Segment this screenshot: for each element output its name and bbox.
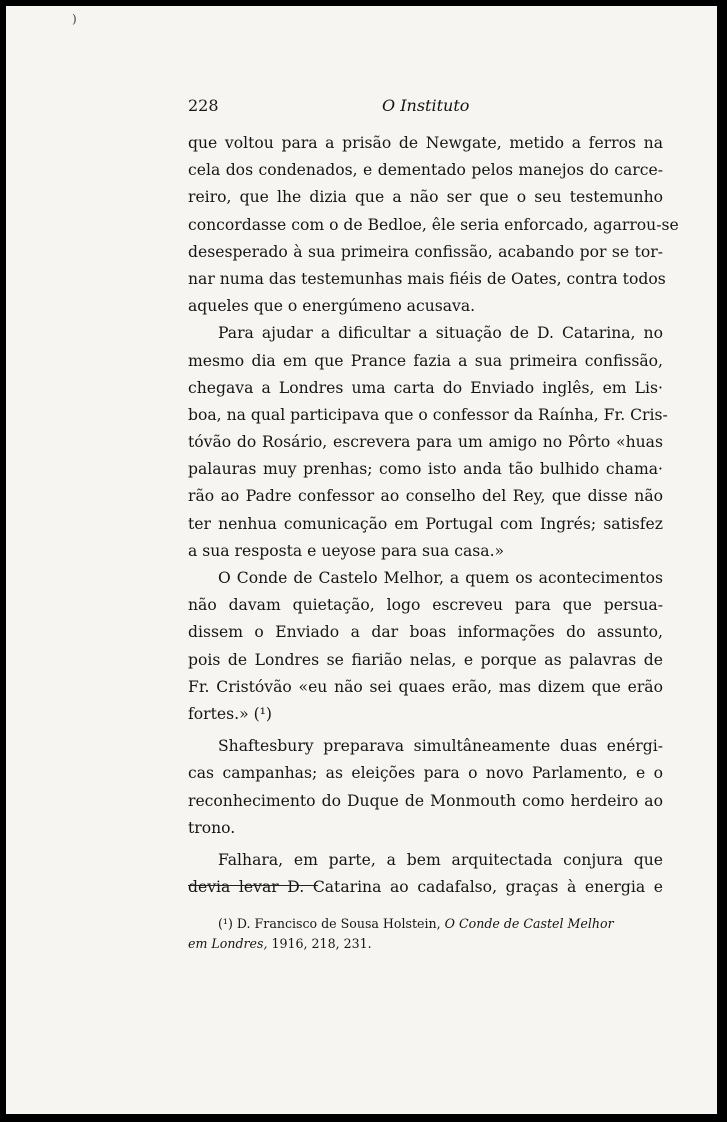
text-line: concordasse com o de Bedloe, êle seria enforcado, agarrou-se xyxy=(188,215,679,234)
text-line: pois de Londres se fiarião nelas, e porque as palavras de xyxy=(188,650,663,669)
text-line: não davam quietação, logo escreveu para que persua- xyxy=(188,596,663,615)
text-line: chegava a Londres uma carta do Enviado inglês, em Lis· xyxy=(188,378,663,397)
text-line: que voltou para a prisão de Newgate, metido a ferros na xyxy=(188,134,663,152)
corner-mark: ) xyxy=(72,12,77,26)
page-number: 228 xyxy=(188,96,219,115)
footnote-marker: (¹) xyxy=(218,916,233,931)
text-line: aqueles que o energúmeno acusava. xyxy=(188,297,476,316)
text-line: cela dos condenados, e dementado pelos manejos do carce- xyxy=(188,161,663,180)
text-line: Shaftesbury preparava simultâneamente duas enérgi- xyxy=(218,737,663,756)
footnote-rule xyxy=(188,885,318,886)
footnote-line xyxy=(188,934,663,954)
text-line: reconhecimento do Duque de Monmouth como herdeiro ao xyxy=(188,791,663,810)
text-line: desesperado à sua primeira confissão, acabando por se tor- xyxy=(188,242,663,261)
book-page xyxy=(6,6,717,1114)
text-line: rão ao Padre confessor ao conselho del Rey, que disse não xyxy=(188,487,663,506)
footnote xyxy=(188,914,663,954)
running-title: O Instituto xyxy=(382,96,470,115)
text-line: reiro, que lhe dizia que a não ser que o seu testemunho xyxy=(188,188,663,207)
text-line: Falhara, em parte, a bem arquitectada conjura que xyxy=(218,850,663,869)
text-line: trono. xyxy=(188,818,236,837)
text-line: boa, na qual participava que o confessor da Raínha, Fr. Cris- xyxy=(188,405,668,424)
text-line: a sua resposta e ueyose para sua casa.» xyxy=(188,541,505,560)
footnote-title-continued: em Londres, xyxy=(188,936,268,951)
text-line: nar numa das testemunhas mais fiéis de Oates, contra todos xyxy=(188,269,666,288)
footnote-line xyxy=(188,914,663,934)
text-line: cas campanhas; as eleições para o novo Parlamento, e o xyxy=(188,764,663,783)
text-line: devia levar D. Catarina ao cadafalso, graças à energia e xyxy=(188,878,663,897)
footnote-author: D. Francisco de Sousa Holstein, xyxy=(236,916,441,931)
text-line: ter nenhua comunicação em Portugal com Ingrés; satisfez xyxy=(188,514,663,533)
footnote-title: O Conde de Castel Melhor xyxy=(444,916,614,931)
text-line: Fr. Cristóvão «eu não sei quaes erão, mas dizem que erão xyxy=(188,677,663,696)
text-line: fortes.» (¹) xyxy=(188,704,272,723)
footnote-details: 1916, 218, 231. xyxy=(271,936,372,951)
page-header xyxy=(6,96,717,118)
text-line: O Conde de Castelo Melhor, a quem os acontecimentos xyxy=(218,569,663,587)
text-line: dissem o Enviado a dar boas informações do assunto, xyxy=(188,623,663,642)
text-line: palauras muy prenhas; como isto anda tão bulhido chama· xyxy=(188,460,663,479)
text-line: Para ajudar a dificultar a situação de D. Catarina, no xyxy=(218,324,663,343)
text-line: mesmo dia em que Prance fazia a sua primeira confissão, xyxy=(188,351,663,370)
body-text xyxy=(188,130,679,901)
text-line: tóvão do Rosário, escrevera para um amigo no Pôrto «huas xyxy=(188,433,663,452)
